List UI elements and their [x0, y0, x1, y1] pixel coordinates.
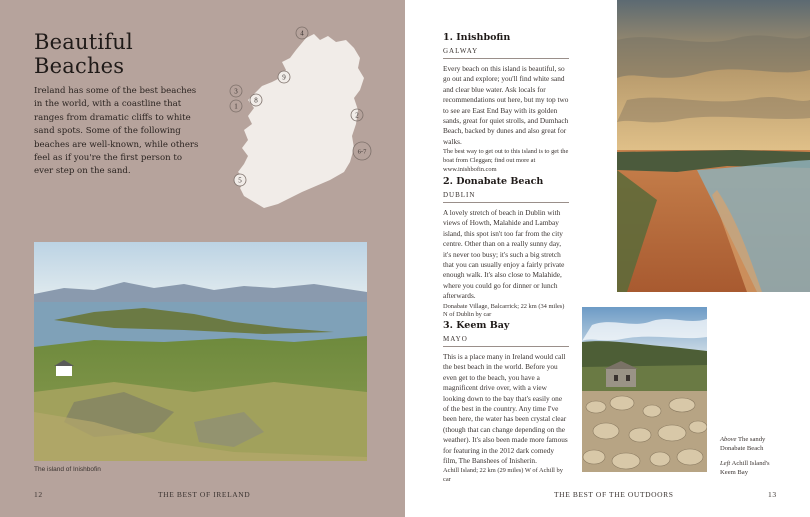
caption-left-label: Left — [720, 460, 731, 467]
entry-title: 2. Donabate Beach — [443, 176, 544, 187]
map-marker-8 — [250, 94, 262, 106]
entry-region: DUBLIN — [443, 191, 569, 203]
map-marker-5 — [234, 174, 246, 186]
entry-region: MAYO — [443, 335, 569, 347]
title-line-2: Beaches — [34, 54, 125, 78]
svg-text:4: 4 — [300, 29, 304, 38]
keem-bay-photo — [582, 307, 707, 472]
svg-text:1: 1 — [234, 102, 238, 111]
svg-text:6-7: 6-7 — [357, 148, 367, 156]
photo-captions-right — [720, 435, 782, 477]
caption-above-label: Above — [720, 436, 737, 443]
caption-left-text: Achill Island's Keem Bay — [720, 460, 770, 476]
entry-inishbofin — [443, 32, 569, 175]
entry-donabate — [443, 176, 569, 320]
entry-keem-bay — [443, 320, 569, 485]
page-title — [34, 30, 234, 78]
photo-caption-inishbofin: The island of Inishbofin — [34, 466, 101, 473]
entry-title: 1. Inishbofin — [443, 32, 511, 43]
donabate-beach-photo — [617, 0, 810, 292]
caption-above-text: The sandy Donabate Beach — [720, 436, 766, 452]
entry-body: A lovely stretch of beach in Dublin with views of Howth, Malahide and Lambay island, this spot isn't too far from the city centre. Other than on a really sunny day, it's never too busy; it's such a big stretch that you can usually enjoy a fairly private enough walk. It's also close to Malahide, where you could go for dinner or lunch afterwards. — [443, 208, 565, 301]
entry-title: 3. Keem Bay — [443, 320, 510, 331]
title-line-1: Beautiful — [34, 30, 133, 54]
running-head-left: THE BEST OF IRELAND — [158, 490, 251, 499]
svg-text:9: 9 — [282, 73, 286, 82]
entry-note: Achill Island; 22 km (29 miles) W of Achill by car — [443, 467, 563, 484]
svg-text:5: 5 — [238, 176, 242, 185]
entry-body: Every beach on this island is beautiful, so go out and explore; you'll find white sand and clear blue water. Ask locals for recommendations out here, but my top two to see are East End Bay with its golden sands, great for quiet strolls, and Dumhach Beach, backed by dunes and also great for walks. — [443, 64, 569, 146]
entry-note: The best way to get out to this island is to get the boat from Cleggan; find out more at www.inishbofin.com — [443, 148, 569, 173]
entry-note: Donabate Village, Balcarrick; 22 km (34 miles) N of Dublin by car — [443, 302, 565, 319]
map-marker-4 — [296, 27, 308, 39]
entry-region: GALWAY — [443, 47, 569, 59]
map-marker-6-7 — [353, 142, 371, 160]
ireland-outline — [238, 34, 364, 208]
svg-text:8: 8 — [254, 96, 258, 105]
map-marker-1 — [230, 100, 242, 112]
page-number-right: 13 — [768, 490, 777, 499]
svg-text:3: 3 — [234, 87, 238, 96]
entry-body: This is a place many in Ireland would call the best beach in the world. Before you even get to the beach, you have a magnificent drive over, with a view looking down to the bay that's easily one of the best in the country. Any time I've been here, the water has been crystal clear (though that can change depending on the weather). It's also been made more famous for featuring in the 2012 dark comedy film, The Banshees of Inisherin. — [443, 352, 568, 466]
map-marker-9 — [278, 71, 290, 83]
inishbofin-photo — [34, 242, 367, 461]
map-marker-3 — [230, 85, 242, 97]
running-head-right: THE BEST OF THE OUTDOORS — [554, 490, 674, 499]
intro-paragraph: Ireland has some of the best beaches in the world, with a coastline that ranges from dramatic cliffs to white sand spots. Some of the following beaches are well-known, while others feel as if you're the first person to ever step on the sand. — [34, 86, 199, 177]
ireland-map — [218, 20, 378, 220]
page-number-left: 12 — [34, 490, 43, 499]
svg-text:2: 2 — [355, 111, 359, 120]
